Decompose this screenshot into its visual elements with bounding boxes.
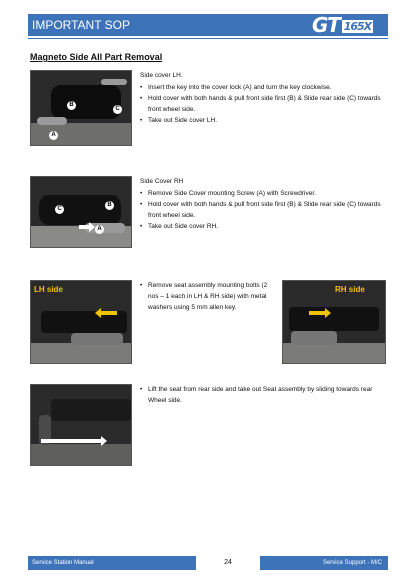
step-3-photo-rh <box>282 280 386 364</box>
step-1-heading: Side cover LH. <box>140 72 183 79</box>
lh-side-label: LH side <box>34 285 63 294</box>
step-4-photo <box>30 384 132 466</box>
list-item: • Hold cover with both hands & pull front side first (B) & Slide rear side (C) towards front wheel side. <box>140 93 390 115</box>
list-item: • Remove Side Cover mounting Screw (A) with Screwdriver. <box>140 188 390 199</box>
callout-b: B <box>67 101 76 110</box>
list-item: • Hold cover with both hands & pull front side first (B) & Slide rear side (C) towards front wheel side. <box>140 199 390 221</box>
arrow-icon <box>79 225 89 229</box>
arrow-icon <box>309 311 325 315</box>
list-item: • Take out Side cover RH. <box>140 221 390 232</box>
step-4-list <box>140 384 390 406</box>
callout-c: C <box>113 105 122 114</box>
section-title: Magneto Side All Part Removal <box>30 52 163 62</box>
callout-a: A <box>95 225 104 234</box>
brand-logo: GT 165X <box>312 13 372 37</box>
step-4-text <box>140 384 390 406</box>
header-divider <box>28 38 388 39</box>
page-title: IMPORTANT SOP <box>32 18 131 32</box>
callout-a: A <box>49 131 58 140</box>
step-2-heading: Side Cover RH <box>140 178 184 185</box>
footer-manual-label: Service Station Manual <box>32 560 94 566</box>
footer-bar <box>28 556 388 570</box>
arrow-icon <box>101 311 117 315</box>
list-item: • Lift the seat from rear side and take out Seat assembly by sliding towards rear Wheel side. <box>140 384 390 406</box>
page-number: 24 <box>196 556 260 570</box>
step-1-photo <box>30 70 132 146</box>
arrow-icon <box>41 439 101 443</box>
step-1-text <box>140 70 390 126</box>
step-3-list <box>140 280 270 313</box>
step-1-list <box>140 82 390 126</box>
list-item: • Insert the key into the cover lock (A) and turn the key clockwise. <box>140 82 390 93</box>
rh-side-label: RH side <box>335 285 365 294</box>
callout-c: C <box>55 205 64 214</box>
step-2-list <box>140 188 390 232</box>
step-3-photo-lh <box>30 280 132 364</box>
step-2-text <box>140 176 390 232</box>
list-item: • Take out Side cover LH. <box>140 115 390 126</box>
step-2-photo <box>30 176 132 248</box>
callout-b: B <box>105 201 114 210</box>
step-3-text <box>140 280 270 313</box>
footer-department-label: Service Support - M/C <box>322 560 382 566</box>
list-item: • Remove seat assembly mounting bolts (2 nos – 1 each in LH & RH side) with metal washers using 5 mm allen key. <box>140 280 270 313</box>
